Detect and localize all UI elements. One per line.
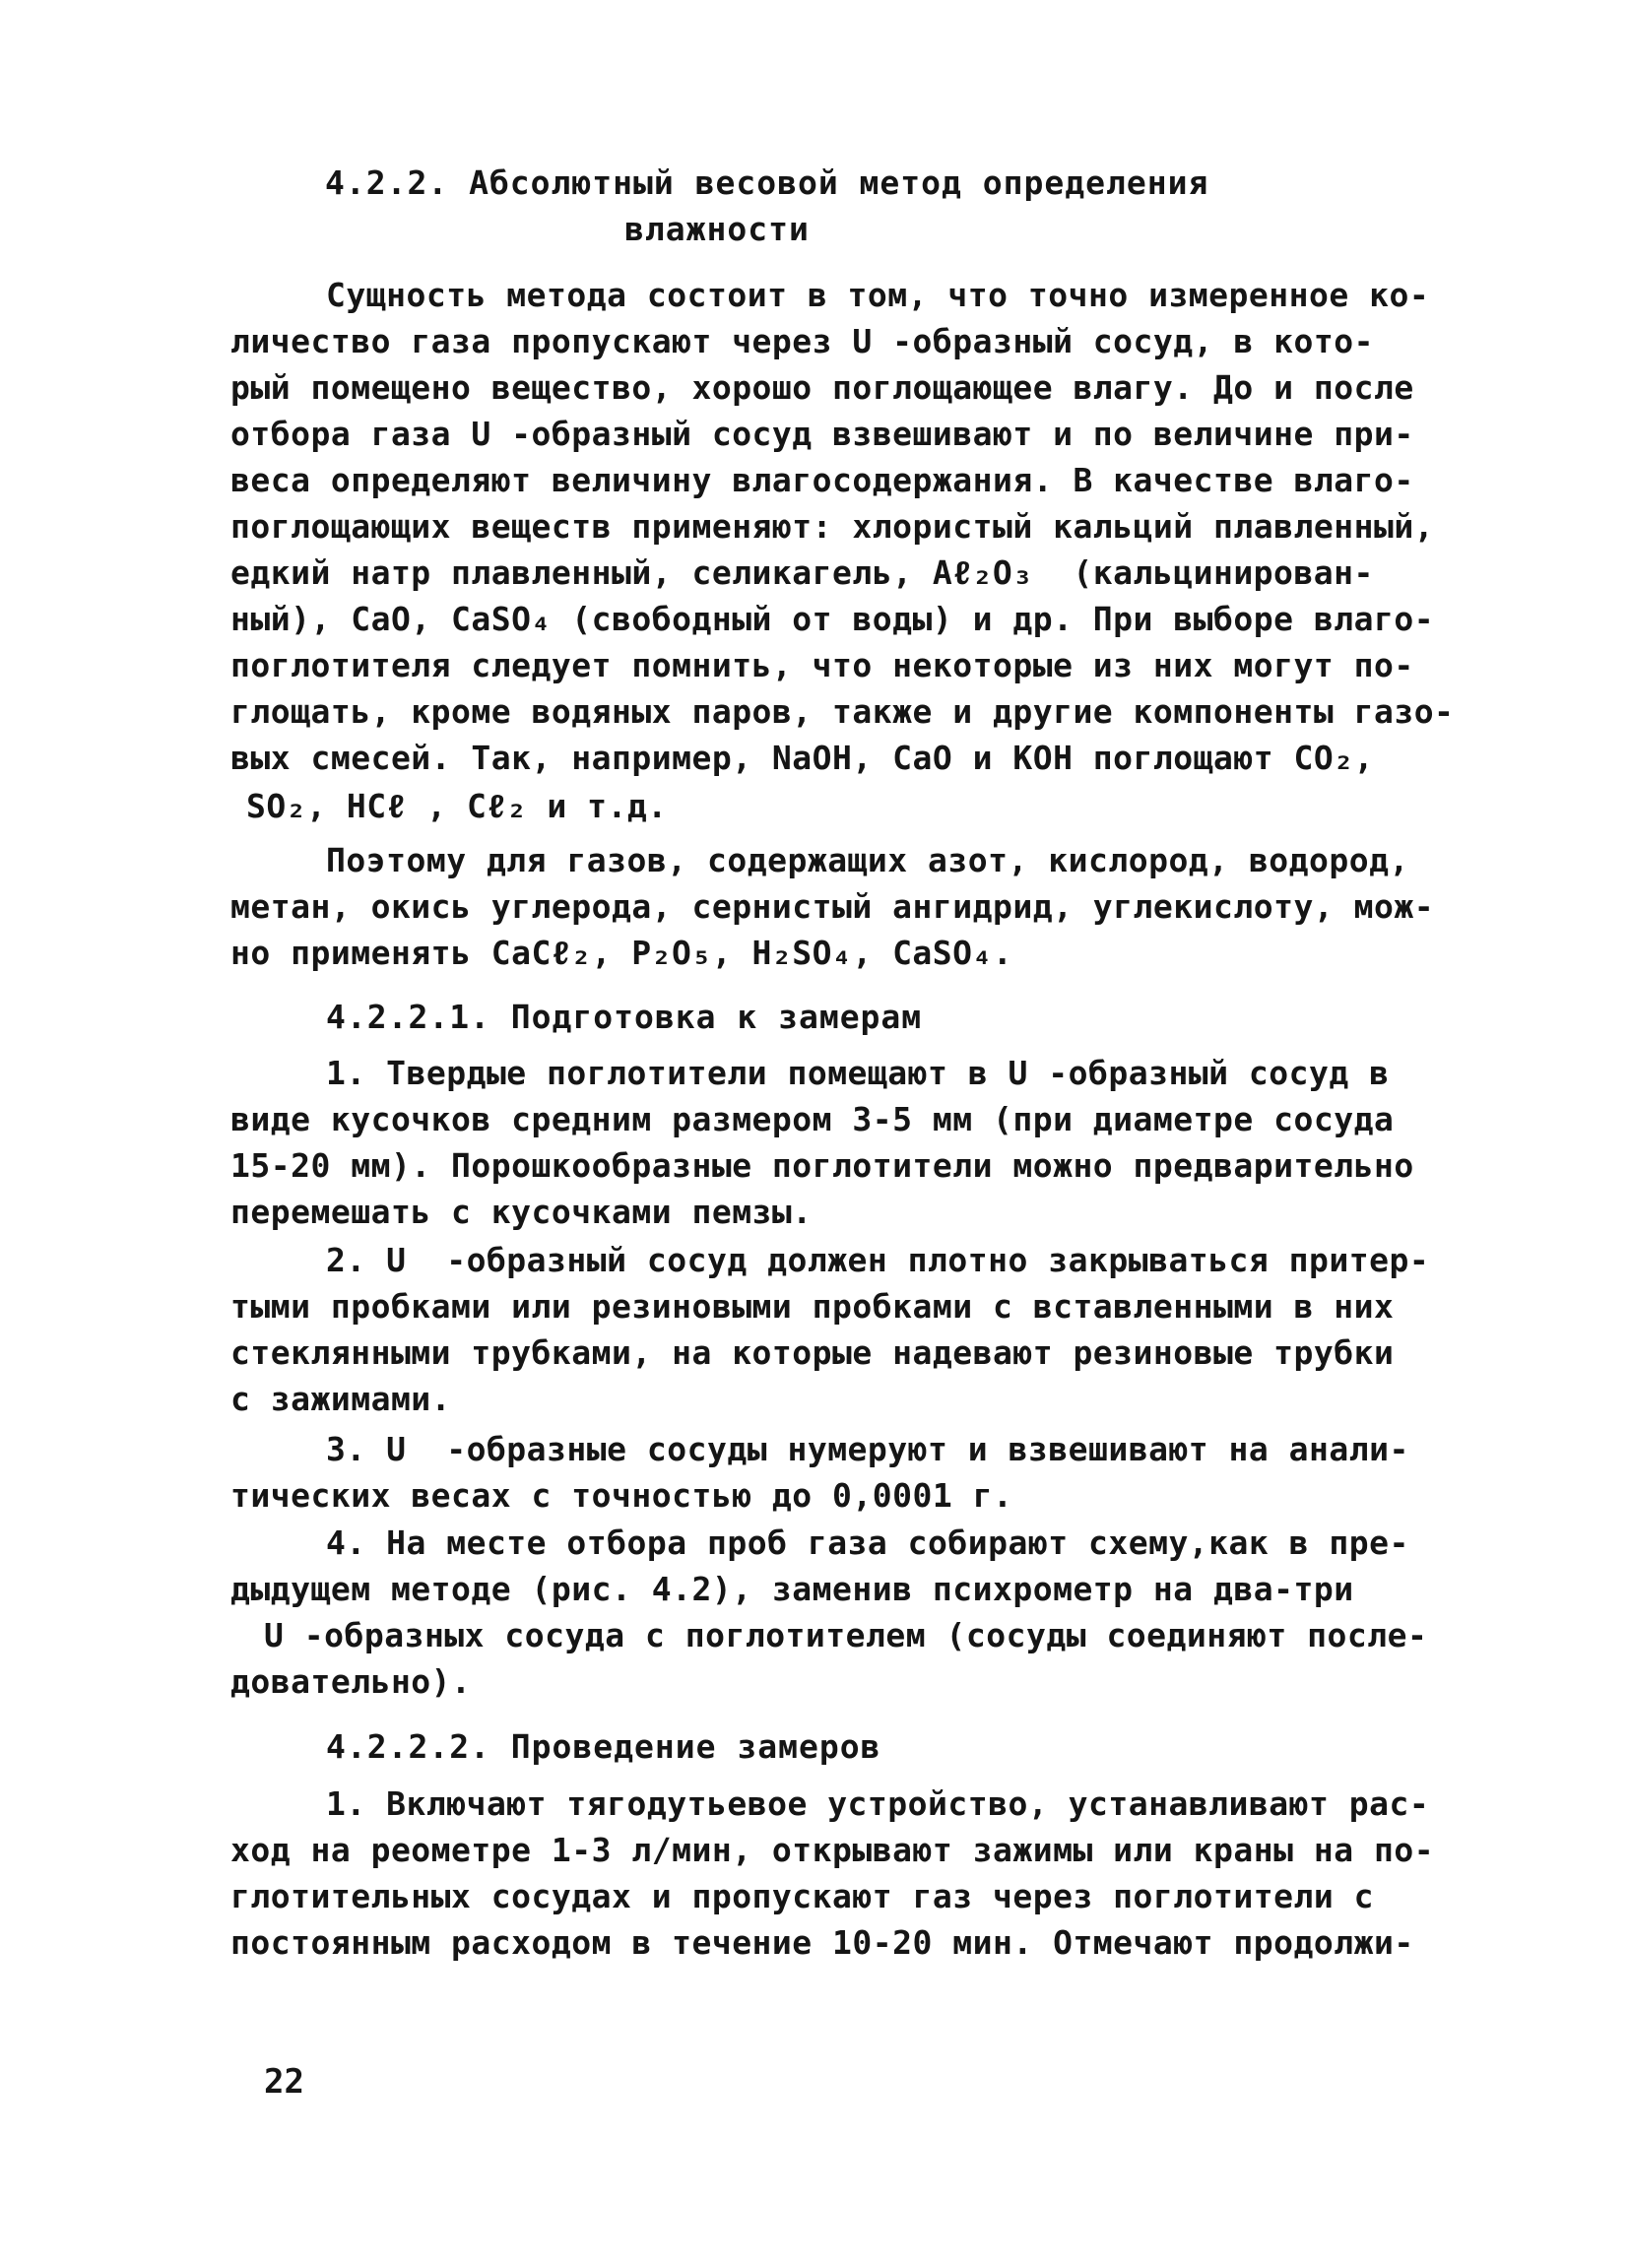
section-heading-line-1: 4.2.2. Абсолютный весовой метод определения: [325, 163, 1209, 202]
paragraph-line: едкий натр плавленный, селикагель, Aℓ₂O₃ (кальцинирован-: [230, 553, 1374, 592]
list-item-line: виде кусочков средним размером 3-5 мм (при диаметре сосуда: [230, 1100, 1395, 1138]
paragraph-line: вых смесей. Так, например, NaOH, CaO и KOH поглощают CO₂,: [230, 739, 1374, 777]
paragraph-line: веса определяют величину влагосодержания. В качестве влаго-: [230, 461, 1414, 499]
list-item-line: U -образных сосуда с поглотителем (сосуды соединяют после-: [264, 1616, 1428, 1654]
list-item-line: с зажимами.: [230, 1380, 452, 1418]
subsection-2-title: 4.2.2.2. Проведение замеров: [326, 1727, 881, 1766]
list-item-line: дыдущем методе (рис. 4.2), заменив психрометр на два-три: [230, 1570, 1354, 1608]
subsection-1-title: 4.2.2.1. Подготовка к замерам: [326, 998, 923, 1036]
paragraph-line: ный), CaO, CaSO₄ (свободный от воды) и др. При выборе влаго-: [230, 600, 1435, 638]
paragraph-line: личество газа пропускают через U -образный сосуд, в кото-: [230, 322, 1374, 360]
list-item-line: 3. U -образные сосуды нумеруют и взвешивают на анали-: [326, 1430, 1409, 1468]
paragraph-line: отбора газа U -образный сосуд взвешивают и по величине при-: [230, 415, 1414, 453]
list-item-line: постоянным расходом в течение 10-20 мин. Отмечают продолжи-: [230, 1923, 1414, 1962]
section-heading-line-2: влажности: [624, 210, 810, 248]
paragraph-line: Поэтому для газов, содержащих азот, кислород, водород,: [326, 841, 1409, 879]
page-number: 22: [264, 2062, 304, 2102]
list-item-line: довательно).: [230, 1662, 472, 1701]
list-item-line: 1. Твердые поглотители помещают в U -образный сосуд в: [326, 1054, 1390, 1092]
list-item-line: стеклянными трубками, на которые надевают резиновые трубки: [230, 1333, 1395, 1372]
paragraph-line: рый помещено вещество, хорошо поглощающее влагу. До и после: [230, 368, 1414, 407]
list-item-line: перемешать с кусочками пемзы.: [230, 1193, 813, 1231]
list-item-line: глотительных сосудах и пропускают газ через поглотители с: [230, 1877, 1374, 1915]
paragraph-line: глощать, кроме водяных паров, также и другие компоненты газо-: [230, 692, 1455, 731]
list-item-line: тических весах с точностью до 0,0001 г.: [230, 1476, 1013, 1515]
list-item-line: 15-20 мм). Порошкообразные поглотители можно предварительно: [230, 1146, 1414, 1185]
list-item-line: 4. На месте отбора проб газа собирают схему,как в пре-: [326, 1523, 1409, 1562]
paragraph-line: метан, окись углерода, сернистый ангидрид, углекислоту, мож-: [230, 887, 1435, 926]
list-item-line: 1. Включают тягодутьевое устройство, устанавливают рас-: [326, 1784, 1430, 1823]
list-item-line: 2. U -образный сосуд должен плотно закрываться притер-: [326, 1241, 1430, 1279]
paragraph-line: SO₂, HCℓ , Cℓ₂ и т.д.: [246, 787, 668, 825]
paragraph-line: поглотителя следует помнить, что некоторые из них могут по-: [230, 646, 1414, 684]
paragraph-line: поглощающих веществ применяют: хлористый кальций плавленный,: [230, 507, 1435, 546]
list-item-line: тыми пробками или резиновыми пробками с вставленными в них: [230, 1287, 1395, 1326]
paragraph-line: Сущность метода состоит в том, что точно измеренное ко-: [326, 276, 1430, 314]
paragraph-line: но применять CaCℓ₂, P₂O₅, H₂SO₄, CaSO₄.: [230, 934, 1013, 972]
list-item-line: ход на реометре 1-3 л/мин, открывают зажимы или краны на по-: [230, 1831, 1435, 1869]
